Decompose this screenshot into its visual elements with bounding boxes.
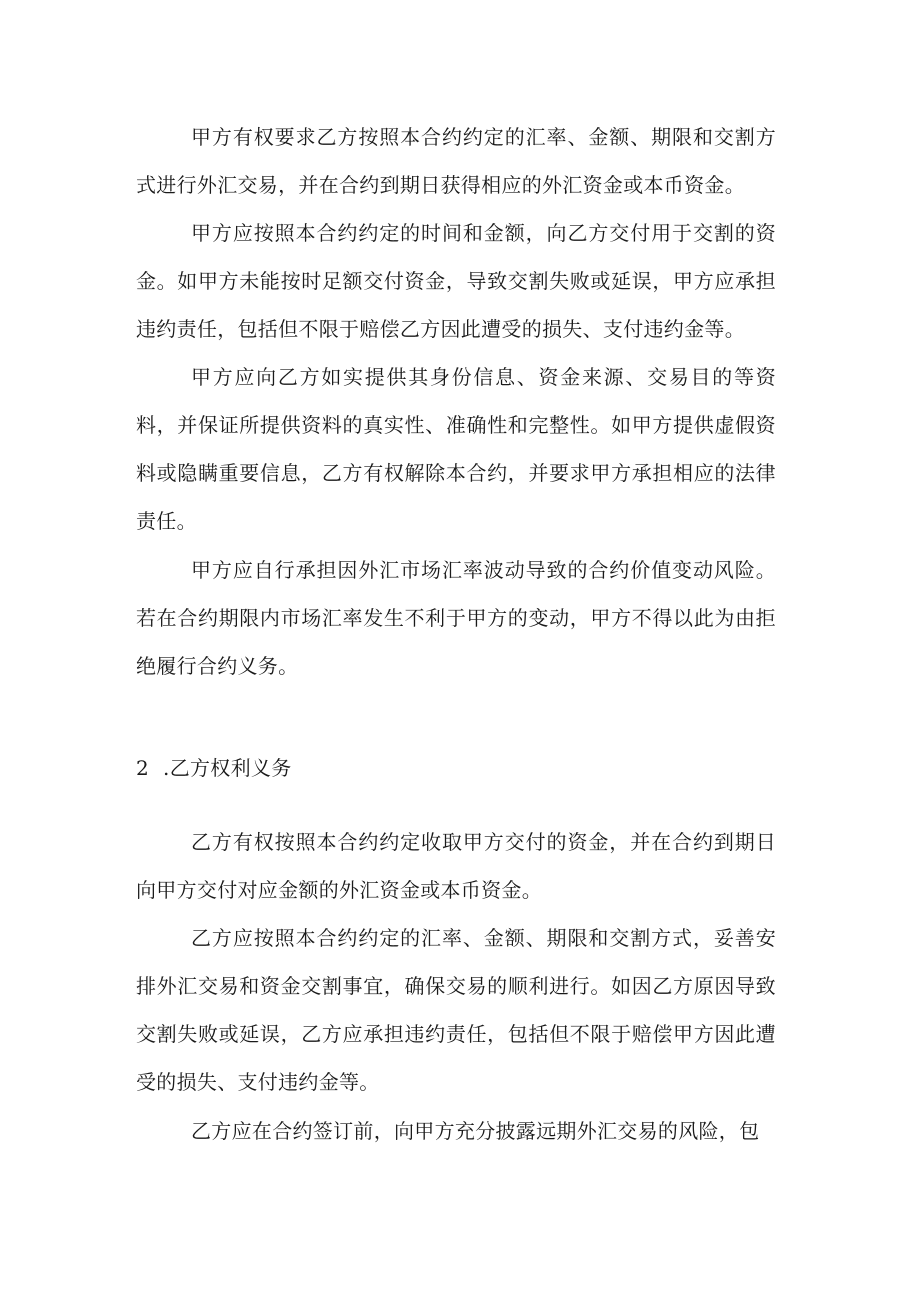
section-title: .乙方权利义务: [163, 756, 292, 780]
paragraph-party-a-payment-obligation: 甲方应按照本合约约定的时间和金额，向乙方交付用于交割的资金。如甲方未能按时足额交付资金，导致交割失败或延误，甲方应承担违约责任，包括但不限于赔偿乙方因此遭受的损失、支付违约金等。: [136, 221, 776, 341]
section-number: 2: [136, 756, 150, 780]
paragraph-party-b-arrangement-obligation: 乙方应按照本合约约定的汇率、金额、期限和交割方式，妥善安排外汇交易和资金交割事宜，确保交易的顺利进行。如因乙方原因导致交割失败或延误，乙方应承担违约责任，包括但不限于赔偿甲方因此遭受的损失、支付违约金等。: [136, 926, 776, 1094]
paragraph-party-b-right-collect: 乙方有权按照本合约约定收取甲方交付的资金，并在合约到期日向甲方交付对应金额的外汇资金或本币资金。: [136, 830, 776, 902]
paragraph-party-a-information-obligation: 甲方应向乙方如实提供其身份信息、资金来源、交易目的等资料，并保证所提供资料的真实性、准确性和完整性。如甲方提供虚假资料或隐瞒重要信息，乙方有权解除本合约，并要求甲方承担相应的法律责任。: [136, 365, 776, 533]
section-heading-party-b: [136, 744, 292, 792]
paragraph-party-a-right-exchange: 甲方有权要求乙方按照本合约约定的汇率、金额、期限和交割方式进行外汇交易，并在合约到期日获得相应的外汇资金或本币资金。: [136, 125, 776, 197]
paragraph-party-a-risk-bearing: 甲方应自行承担因外汇市场汇率波动导致的合约价值变动风险。若在合约期限内市场汇率发生不利于甲方的变动，甲方不得以此为由拒绝履行合约义务。: [136, 558, 776, 678]
paragraph-party-b-risk-disclosure: 乙方应在合约签订前，向甲方充分披露远期外汇交易的风险，包: [191, 1119, 760, 1143]
